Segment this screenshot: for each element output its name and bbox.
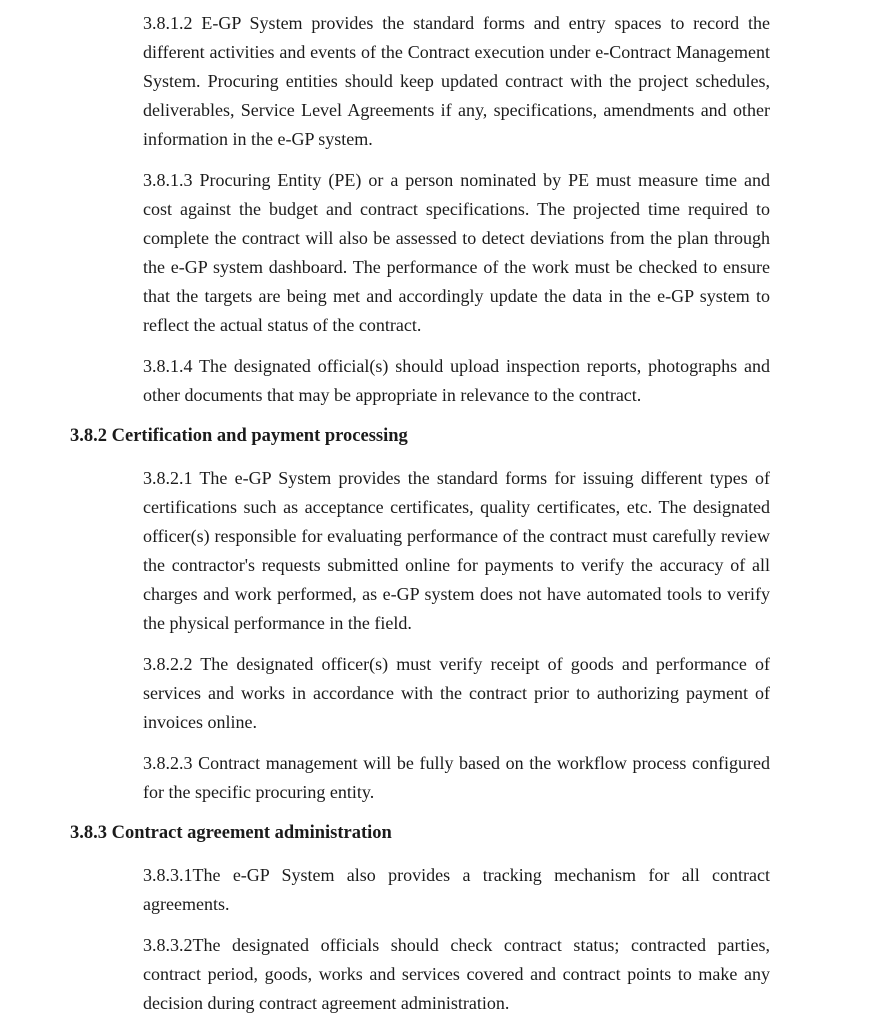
paragraph-3-8-1-2: 3.8.1.2 E-GP System provides the standard forms and entry spaces to record the different activities and events of the Contract execution under e-Contract Management System. Procuring entities should keep updated contract with the project schedules, deliverables, Service Level Agreements if any, specifications, amendments and other information in the e-GP system. [143, 13, 770, 149]
paragraph-3-8-2-1: 3.8.2.1 The e-GP System provides the standard forms for issuing different types of certifications such as acceptance certificates, quality certificates, etc. The designated officer(s) responsible for evaluating performance of the contract must carefully review the contractor's requests submitted online for payments to verify the accuracy of all charges and work performed, as e-GP system does not have automated tools to verify the physical performance in the field. [143, 468, 770, 633]
paragraph-3-8-3-1: 3.8.3.1The e-GP System also provides a tracking mechanism for all contract agreements. [143, 865, 770, 914]
paragraph-3-8-1-3: 3.8.1.3 Procuring Entity (PE) or a person nominated by PE must measure time and cost against the budget and contract specifications. The projected time required to complete the contract will also be assessed to detect deviations from the plan through the e-GP system dashboard. The performance of the work must be checked to ensure that the targets are being met and accordingly update the data in the e-GP system to reflect the actual status of the contract. [143, 170, 770, 335]
paragraph-3-8-2-3: 3.8.2.3 Contract management will be fully based on the workflow process configured for the specific procuring entity. [143, 753, 770, 802]
heading-3-8-3: 3.8.3 Contract agreement administration [70, 823, 392, 843]
heading-3-8-2: 3.8.2 Certification and payment processing [70, 426, 408, 446]
paragraph-3-8-2-2: 3.8.2.2 The designated officer(s) must verify receipt of goods and performance of services and works in accordance with the contract prior to authorizing payment of invoices online. [143, 654, 770, 732]
paragraph-3-8-3-2: 3.8.3.2The designated officials should check contract status; contracted parties, contract period, goods, works and services covered and contract points to make any decision during contract agreement administration. [143, 935, 770, 1013]
document-body [0, 9, 878, 1018]
paragraph-3-8-1-4: 3.8.1.4 The designated official(s) should upload inspection reports, photographs and other documents that may be appropriate in relevance to the contract. [143, 356, 770, 405]
